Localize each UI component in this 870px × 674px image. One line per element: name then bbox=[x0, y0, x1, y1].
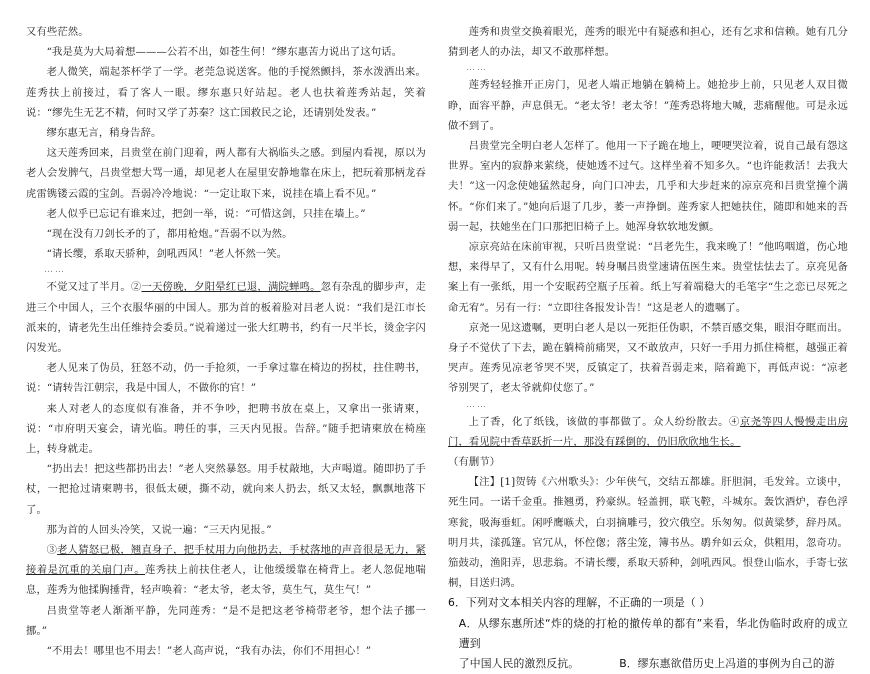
paragraph: 这天莲秀回来，吕贵堂在前门迎着，两人都有大祸临头之感。到屋内看视，原以为老人会发脾气，吕贵堂想大骂一通，却见老人在屋里安静地靠在床上，把玩着那柄龙吞虎雷镌镂云霞的宝剑。吾弱冷冷地说：“一定让取下来，说挂在墙上看不见。” bbox=[26, 147, 426, 200]
paragraph: “现在没有刀剑长矛的了，都用枪炮。”吾弱不以为然。 bbox=[46, 228, 293, 241]
paragraph: “请长缨，系取天骄种，剑吼西风！”老人怀然一笑。 bbox=[46, 248, 288, 261]
annotation-note: 【注】[1]贺铸《六州歌头》：少年侠气，交结五都雄。肝胆洞，毛发耸。立谈中，死生同。一诺千金重。推翘勇，矜豪纵。轻盖拥，联飞鞚，斗城东。轰饮酒炉，春色浮寒瓮，吸海垂虹。闲呼鹰嗾犬，白羽摘雕弓，狡穴俄空。乐匆匆。似黄粱梦，辞丹凤。明月共，漾孤篷。官冗从，怀倥偬；落尘笼，簿书丛。鹖弁如云众，供粗用，忽奇功。笳鼓动，渔阳弄，思悲翁。不请长缨，系取天骄种，剑吼西风。恨登山临水，手寄七弦桐，目送归鸿。 bbox=[448, 476, 848, 590]
paragraph: 吕贵堂完全明白老人怎样了。他用一下子跪在地上，哽哽哭泣着，说自己最有怨这世界。室内的寂静来萦绕，使她透不过气。这样坐着不知多久。“也许能救活！去我大夫！”这一闪念使她猛然起身，向门口冲去，几乎和大步赶来的凉京亮和吕贵堂撞个满怀。“你们来了。”她向后退了几步，萎一声挣倒。莲秀家人把她扶住，随即和她来的吾弱一起，扶她坐在门口那把旧椅子上。她浑身软软地发颤。 bbox=[448, 140, 848, 233]
paragraph: “我是莫为大局着想———公若不出，如苍生何！”缪东惠苦力说出了这句话。 bbox=[46, 46, 403, 59]
text: 莲秀扶上前扶住老人，让他缓缓靠在椅背上。老人忽促地喘息，莲秀为他揉胸捶背，轻声唤着：“老太爷，老太爷，莫生气，莫生气！” bbox=[26, 564, 426, 597]
right-column bbox=[448, 22, 848, 674]
paragraph: 来人对老人的态度似有准备，并不争吵，把聘书放在桌上，又拿出一张请柬，说：“市府明天宴会，请光临。聘任的事，三天内见报。告辞。”随手把请柬放在椅座上，转身就走。 bbox=[26, 402, 426, 456]
paragraph bbox=[26, 540, 426, 601]
paragraph: 凉京亮站在床前审视，只听吕贵堂说：“吕老先生，我来晚了！”他呜咽道，伤心地想，来得早了，又有什么用呢。转身嘱吕贵堂速请伍医生来。贵堂怯怯去了。京亮见备案上有一张纸，用一个安眠药空瓶子压着。纸上写着端稳大的毛笔字“生之恋已尽死之命无宥”。另有一行：“立即往各报发讣告！”这是老人的遗嘱了。 bbox=[448, 241, 848, 314]
paragraph: 莲秀和贵堂交换着眼光，莲秀的眼光中有疑惑和担心，还有乞求和信赖。她有几分猜到老人的办法，却又不敢那样想。 bbox=[448, 26, 848, 59]
circled-number: ② bbox=[130, 281, 142, 294]
paragraph bbox=[448, 412, 848, 452]
paragraph bbox=[26, 277, 426, 358]
ellipsis-separator: …… bbox=[466, 399, 488, 410]
paragraph: 缪东惠无言，稍身告辞。 bbox=[46, 127, 162, 140]
question-number: 6． bbox=[448, 596, 466, 610]
left-column bbox=[26, 22, 426, 661]
text: 忽有杂乱的脚步声，走进三个中国人，三个衣服华丽的中国人。那为首的板着脸对吕老人说：“我们是江市长派来的，请老先生出任维持会委员。”说着递过一张大红聘书，约有一尺半长，烫金字闪闪发光。 bbox=[26, 281, 426, 355]
circled-number: ④ bbox=[729, 415, 740, 428]
paragraph: 吕贵堂等老人渐渐平静，先同莲秀：“是不是把这老爷椅带老爷，想个法子挪一挪。” bbox=[26, 604, 426, 637]
paragraph: “扔出去！把这些都扔出去！”老人突然暴怒。用手杖敲地，大声喝道。随即扔了手杖，一把抢过请柬聘书，很低太硬，撕不动，就向来人扔去，纸又太轻，飘飘地落下了。 bbox=[26, 463, 426, 516]
underlined-sentence: 一天傍晚，夕阳晕红已退，满院蝉鸣。 bbox=[141, 281, 321, 294]
circled-number: ③ bbox=[46, 544, 58, 557]
paragraph: “不用去！哪里也不用去！”老人高声说，“我有办法，你们不用担心！” bbox=[46, 645, 372, 658]
paragraph: 老人微笑，端起茶杯学了一学。老莞急说送客。他的手搅然颤抖，茶水泼洒出来。莲秀扶上前接过，看了客人一眼。缪东惠只好站起。老人也扶着莲秀站起，笑着说：“缪先生无艺不精，何时又学了苏秦？这亡国救民之论，还请别处发表。” bbox=[26, 66, 426, 119]
paragraph: 老人见来了伪员，狂怒不动，仍一手抢须，一手拿过靠在椅边的拐杖，拄住聘书，说：“请转告江朝宗，我是中国人，不做你的官！” bbox=[26, 362, 426, 395]
question-6 bbox=[448, 593, 848, 613]
option-b: B．缪东惠欲借历史上冯道的事例为自己的游 bbox=[619, 657, 835, 671]
paragraph: 莲秀轻轻推开正房门，见老人端正地躺在躺椅上。她抢步上前，只见老人双目微睁，面容平静，声息俱无。“老太爷！老太爷！”莲秀恐将地大喊，悲痛醒他。可是永远做不到了。 bbox=[448, 79, 848, 132]
question-text: 下列对文本相关内容的理解，不正确的一项是（ ） bbox=[465, 596, 711, 610]
ellipsis-separator: …… bbox=[466, 63, 488, 74]
paragraph: 老人似乎已忘记有谁来过，把剑一举，说：“可惜这剑，只挂在墙上。” bbox=[46, 207, 366, 220]
paragraph: 又有些茫然。 bbox=[26, 26, 89, 38]
text: 不觉又过了半月。 bbox=[46, 281, 131, 294]
option-a-line1: A．从缪东惠所述“炸的烧的打枪的撤传单的都有”来看，华北伪临时政府的成立遭到 bbox=[458, 616, 848, 650]
option-a-line2-and-b bbox=[448, 654, 848, 674]
underlined-sentence: 京尧等四人慢慢走出房门，看见院中香草跃折一片，那没有踩倒的，仍旧欣欣地生长。 bbox=[448, 415, 848, 448]
option-a-line2: 了中国人民的激烈反抗。 bbox=[458, 657, 580, 671]
ellipsis-separator: …… bbox=[44, 265, 66, 276]
paragraph: 京尧一见这遗嘱，更明白老人是以一死拒任伪职，不禁百感交集，眼泪夺眶而出。身子不觉伏了下去，跪在躺椅前痛哭，又不敢放声，只好一手用力抓住椅框，越强正着哭声。莲秀见凉老爷哭不哭，反镇定了，扶着吾弱走来，陪着跪下，再低声说：“凉老爷别哭了，老太爷就仰仗您了。” bbox=[448, 321, 848, 395]
underlined-sentence: 老人猜怒已极，翘直身子，把手杖用力向他扔去，手杖落地的声音很是无力，紧接着是沉重的关扇门声。 bbox=[26, 544, 426, 577]
source-note: （有删节） bbox=[448, 456, 501, 469]
paragraph: 那为首的人回头冷笑，又说一遍：“三天内见报。” bbox=[46, 523, 272, 536]
text: 上了香，化了纸钱，该做的事都做了。众人纷纷散去。 bbox=[468, 415, 730, 428]
